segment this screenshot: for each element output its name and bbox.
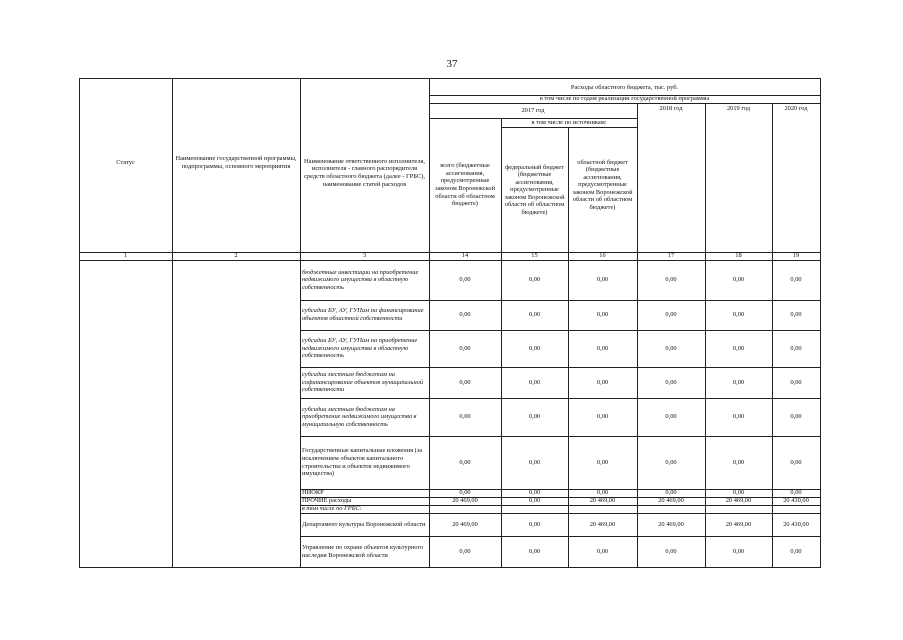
row-value: 0,00 — [665, 489, 677, 497]
row-label: в том числе по ГРБС: — [302, 505, 362, 513]
col-number-18: 18 — [735, 252, 742, 260]
row-value: 0,00 — [528, 344, 541, 352]
row-value — [637, 505, 705, 513]
row-value: 0,00 — [459, 547, 471, 555]
row-value: 0,00 — [732, 458, 745, 466]
row-value: 0,00 — [665, 311, 677, 319]
header-year-2017: 2017 год — [521, 107, 545, 115]
row-value: 0,00 — [596, 413, 609, 421]
header-program: Наименование государственной программы, подпрограммы, основного мероприятия — [175, 155, 297, 170]
row-value: 0,00 — [459, 344, 471, 352]
row-value: 20 469,00 — [725, 520, 752, 528]
row-value — [501, 505, 568, 513]
row-value: 20 430,00 — [783, 497, 809, 505]
row-value: 20 469,00 — [658, 520, 684, 528]
row-value: 0,00 — [732, 547, 745, 555]
header-year-2020: 2020 год — [784, 105, 808, 113]
row-label: Департамент культуры Воронежской области — [302, 520, 426, 528]
header-rule — [501, 127, 637, 128]
row-value: 0,00 — [732, 311, 745, 319]
row-value: 0,00 — [790, 276, 802, 284]
row-value: 0,00 — [596, 489, 609, 497]
row-label: субсидии местным бюджетам на приобретение недвижимого имущества в муниципальную собственность — [302, 405, 417, 428]
row-value: 0,00 — [596, 547, 609, 555]
row-value: 0,00 — [528, 520, 541, 528]
row-value: 0,00 — [732, 378, 745, 386]
header-executor: Наименование ответственного исполнителя, исполнителя - главного распорядителя средств областного бюджета (далее - ГРБС), наименование статей расходов — [304, 157, 425, 188]
header-status: Статус — [116, 159, 135, 167]
col-number-2: 2 — [234, 252, 238, 260]
table-border-bottom — [79, 567, 821, 568]
row-value: 0,00 — [732, 413, 745, 421]
row-label: субсидии БУ, АУ, ГУПам на приобретение недвижимого имущества в областную собственность — [302, 337, 418, 360]
header-total: всего (бюджетные ассигнования, предусмотренные законом Воронежской области об областном бюджете) — [434, 162, 496, 208]
header-expenses: Расходы областного бюджета, тыс. руб. — [570, 83, 679, 91]
row-value: 0,00 — [528, 413, 541, 421]
row-value: 0,00 — [459, 311, 471, 319]
row-label: Государственные капитальные вложения (за исключением объектов капитального строительства и объектов недвижимого имущества) — [302, 447, 423, 478]
row-value: 0,00 — [596, 378, 609, 386]
table-border-top — [79, 78, 821, 79]
col-number-3: 3 — [362, 252, 367, 260]
row-label: Управление по охране объектов культурного наследия Воронежской области — [302, 543, 424, 559]
row-value: 0,00 — [596, 458, 609, 466]
row-value: 0,00 — [528, 497, 541, 505]
row-value: 20 469,00 — [452, 497, 478, 505]
row-value: 20 469,00 — [725, 497, 752, 505]
row-value: 20 469,00 — [452, 520, 478, 528]
col-number-17: 17 — [667, 252, 675, 260]
row-value: 0,00 — [528, 311, 541, 319]
row-value: 0,00 — [732, 344, 745, 352]
header-year-2019: 2019 год — [726, 105, 751, 113]
row-value: 0,00 — [790, 311, 802, 319]
row-value: 0,00 — [459, 489, 471, 497]
row-value: 0,00 — [665, 344, 677, 352]
row-value: 0,00 — [459, 458, 471, 466]
row-value — [429, 505, 501, 513]
row-value: 0,00 — [790, 458, 802, 466]
row-value: 20 430,00 — [783, 520, 809, 528]
row-value: 0,00 — [732, 489, 745, 497]
col-number-15: 15 — [531, 252, 538, 260]
row-value: 20 469,00 — [589, 497, 616, 505]
row-value: 0,00 — [528, 547, 541, 555]
row-label: ПРОЧИЕ расходы — [302, 497, 352, 505]
header-by-years: в том числе по годам реализации государственной программы — [539, 95, 710, 103]
col-number-16: 16 — [599, 252, 606, 260]
row-value: 0,00 — [665, 378, 677, 386]
row-value: 0,00 — [665, 276, 677, 284]
row-value: 20 469,00 — [589, 520, 616, 528]
row-value: 0,00 — [528, 276, 541, 284]
row-value: 0,00 — [596, 276, 609, 284]
row-label: НИОКР — [302, 489, 324, 497]
header-federal: федеральный бюджет (бюджетные ассигнования, предусмотренные законом Воронежской области об областном бюджете) — [504, 163, 565, 216]
row-value: 0,00 — [459, 276, 471, 284]
col-number-14: 14 — [461, 252, 469, 260]
col-number-1: 1 — [123, 252, 128, 260]
row-value: 0,00 — [596, 344, 609, 352]
page-number: 37 — [446, 58, 458, 70]
row-value: 0,00 — [790, 489, 802, 497]
row-value — [772, 505, 820, 513]
row-label: субсидии БУ, АУ, ГУПам на финансирование объектов областной собственности — [302, 307, 424, 322]
row-value: 0,00 — [790, 344, 802, 352]
row-value: 0,00 — [790, 413, 802, 421]
row-value — [568, 505, 637, 513]
row-value: 0,00 — [790, 547, 802, 555]
row-value: 0,00 — [596, 311, 609, 319]
row-value: 20 469,00 — [658, 497, 684, 505]
row-value: 0,00 — [528, 378, 541, 386]
row-value — [705, 505, 772, 513]
table-border-right — [820, 78, 821, 568]
row-value: 0,00 — [459, 413, 471, 421]
header-year-2018: 2018 год — [659, 105, 683, 113]
row-value: 0,00 — [459, 378, 471, 386]
row-value: 0,00 — [790, 378, 802, 386]
row-value: 0,00 — [665, 458, 677, 466]
row-value: 0,00 — [732, 276, 745, 284]
row-value: 0,00 — [665, 547, 677, 555]
row-value: 0,00 — [528, 458, 541, 466]
row-label: субсидии местным бюджетам на софинансирование объектов муниципальной собственности — [302, 371, 424, 394]
header-regional: областной бюджет (бюджетные ассигнования, предусмотренные законом Воронежской области об областном бюджете) — [572, 158, 633, 211]
row-label: бюджетные инвестиции на приобретение недвижимого имущества в областную собственность — [302, 268, 419, 291]
header-by-sources: в том числе по источникам: — [531, 118, 607, 126]
row-value: 0,00 — [528, 489, 541, 497]
col-number-19: 19 — [792, 252, 800, 260]
row-value: 0,00 — [665, 413, 677, 421]
